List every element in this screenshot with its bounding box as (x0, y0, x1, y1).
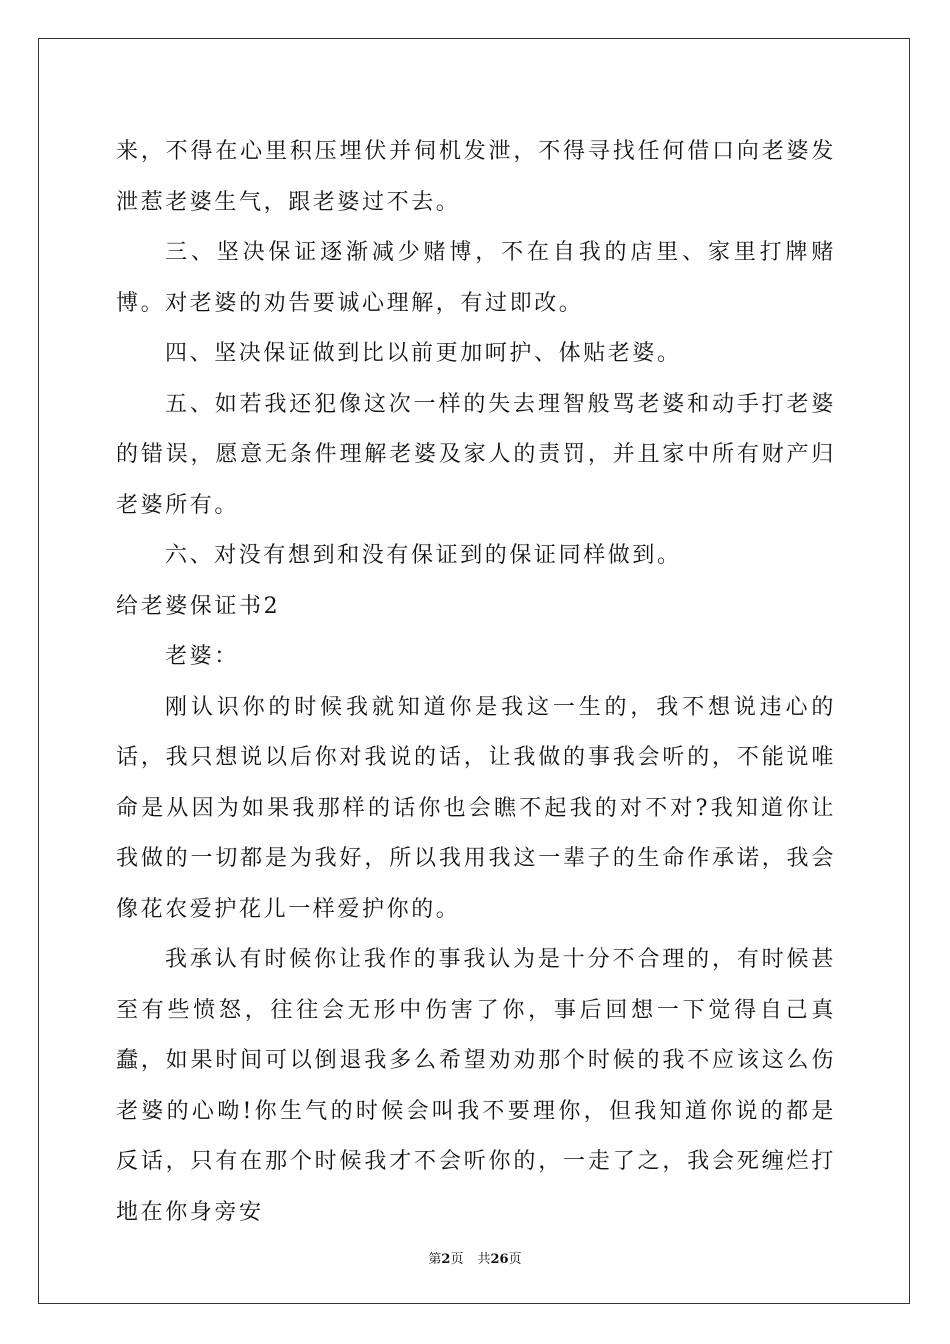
paragraph: 四、坚决保证做到比以前更加呵护、体贴老婆。 (165, 341, 682, 366)
salutation: 老婆： (165, 644, 239, 669)
document-body (116, 127, 836, 1238)
paragraph: 刚认识你的时候我就知道你是我这一生的，我不想说违心的话，我只想说以后你对我说的话，让我做的事我会听的，不能说唯命是从因为如果我那样的话你也会瞧不起我的对不对?我知道你让我做的一切都是为我好，所以我用我这一辈子的生命作承诺，我会像花农爱护花儿一样爱护你的。 (116, 694, 836, 922)
paragraph: 三、坚决保证逐渐减少赌博，不在自我的店里、家里打牌赌博。对老婆的劝告要诚心理解，有过即改。 (116, 240, 836, 316)
page-prefix: 第 (428, 1252, 442, 1267)
total-prefix: 共 (477, 1252, 491, 1267)
paragraph: 来，不得在心里积压埋伏并伺机发泄，不得寻找任何借口向老婆发泄惹老婆生气，跟老婆过不去。 (116, 139, 836, 215)
total-suffix: 页 (508, 1252, 522, 1267)
page-number: 2 (441, 1252, 451, 1267)
total-pages: 26 (490, 1252, 509, 1267)
paragraph: 五、如若我还犯像这次一样的失去理智般骂老婆和动手打老婆的错误，愿意无条件理解老婆及家人的责罚，并且家中所有财产归老婆所有。 (116, 391, 836, 518)
page-suffix: 页 (450, 1252, 464, 1267)
page-footer (0, 1248, 950, 1267)
paragraph: 六、对没有想到和没有保证到的保证同样做到。 (165, 543, 682, 568)
paragraph: 我承认有时候你让我作的事我认为是十分不合理的，有时候甚至有些愤怒，往往会无形中伤害了你，事后回想一下觉得自己真蠢，如果时间可以倒退我多么希望劝劝那个时候的我不应该这么伤老婆的心呦!你生气的时候会叫我不要理你，但我知道你说的都是反话，只有在那个时候我才不会听你的，一走了之，我会死缠烂打地在你身旁安 (116, 947, 836, 1225)
section-title: 给老婆保证书2 (116, 593, 281, 619)
